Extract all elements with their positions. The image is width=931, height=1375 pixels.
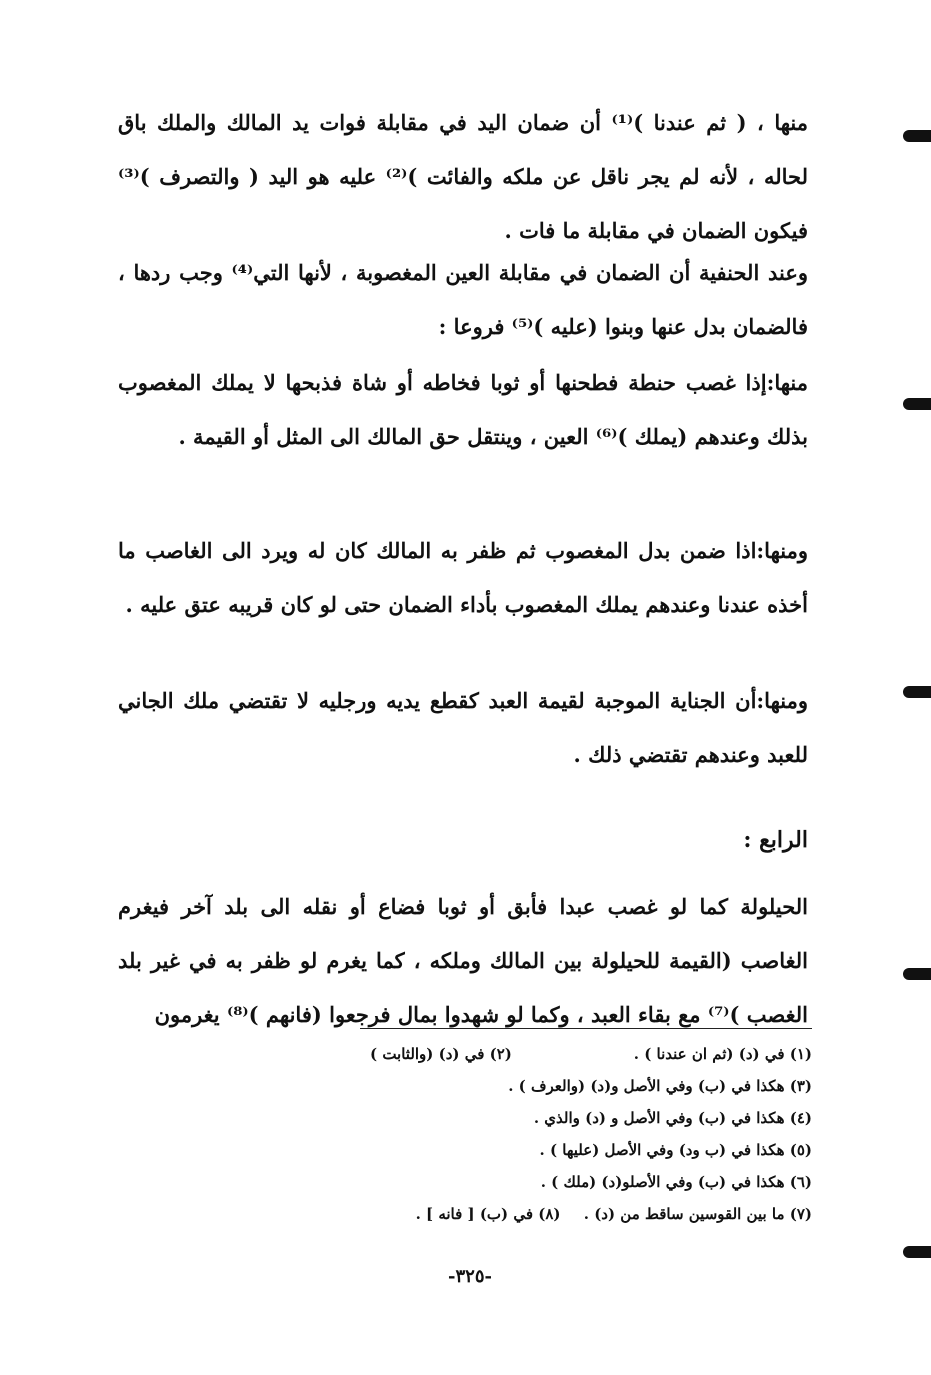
section-heading: الرابع : (743, 827, 808, 853)
footnote-3: (٣) هكذا في (ب) وفي الأصل و(د) (والعرف ) . (508, 1077, 812, 1095)
footnote-4: (٤) هكذا في (ب) وفي الأصل و (د) والذي . (533, 1109, 812, 1127)
footnote-2: (٢) في (د) (والثابت ) (370, 1045, 512, 1063)
footnotes (300, 1038, 812, 1230)
footnote-6: (٦) هكذا في (ب) وفي الأصلو(د) (ملك ) . (540, 1173, 812, 1191)
paragraph-3: منها:إذا غصب حنطة فطحنها أو ثوبا فخاطه أو شاة فذبحها لا يملك المغصوب بذلك وعندهم (يملك )⁽⁶⁾ العين ، وينتقل حق المالك الى المثل أو القيمة . (118, 370, 808, 449)
paragraph-2: وعند الحنفية أن الضمان في مقابلة العين المغصوبة ، لأنها التي⁽⁴⁾ وجب ردها ، فالضمان بدل عنها وبنوا (عليه )⁽⁵⁾ فروعا : (118, 260, 809, 339)
paragraph-1: منها ، ( ثم عندنا )⁽¹⁾ أن ضمان اليد في مقابلة فوات يد المالك والملك باق لحاله ، لأنه لم يجر ناقل عن ملكه والفائت )⁽²⁾ عليه هو اليد ( والتصرف )⁽³⁾ فيكون الضمان في مقابلة ما فات . (118, 110, 808, 243)
scan-edge-mark (903, 130, 931, 142)
footnote-row (300, 1038, 812, 1070)
footnote-8: (٨) في (ب) [ فانه ] . (415, 1205, 561, 1223)
footnote-7: (٧) ما بين القوسين ساقط من (د) . (583, 1205, 812, 1223)
footnote-row (300, 1198, 812, 1230)
paragraph-5: ومنها:أن الجناية الموجبة لقيمة العبد كقطع يديه ورجليه لا تقتضي ملك الجاني للعبد وعندهم تقتضي ذلك . (118, 688, 808, 767)
scan-edge-mark (903, 398, 931, 410)
scan-edge-mark (903, 686, 931, 698)
scan-edge-mark (903, 968, 931, 980)
page-number: -٣٢٥- (448, 1266, 492, 1287)
scan-edge-mark (903, 1246, 931, 1258)
footnote-divider (360, 1028, 812, 1029)
paragraph-6: الحيلولة كما لو غصب عبدا فأبق أو ثوبا فضاع أو نقله الى بلد آخر فيغرم الغاصب (القيمة للحيلولة بين المالك وملكه ، كما يغرم لو ظفر به في غير بلد الغصب )⁽⁷⁾ مع بقاء العبد ، وكما لو شهدوا بمال فرجعوا (فانهم )⁽⁸⁾ يغرمون (118, 894, 808, 1027)
footnote-1: (١) في (د) (ثم ان عندنا ) . (633, 1045, 812, 1063)
paragraph-4: ومنها:اذا ضمن بدل المغصوب ثم ظفر به المالك كان له ويرد الى الغاصب ما أخذه عندنا وعندهم يملك المغصوب بأداء الضمان حتى لو كان قريبه عتق عليه . (118, 538, 808, 617)
footnote-5: (٥) هكذا في (ب ود) وفي الأصل (عليها ) . (539, 1141, 812, 1159)
